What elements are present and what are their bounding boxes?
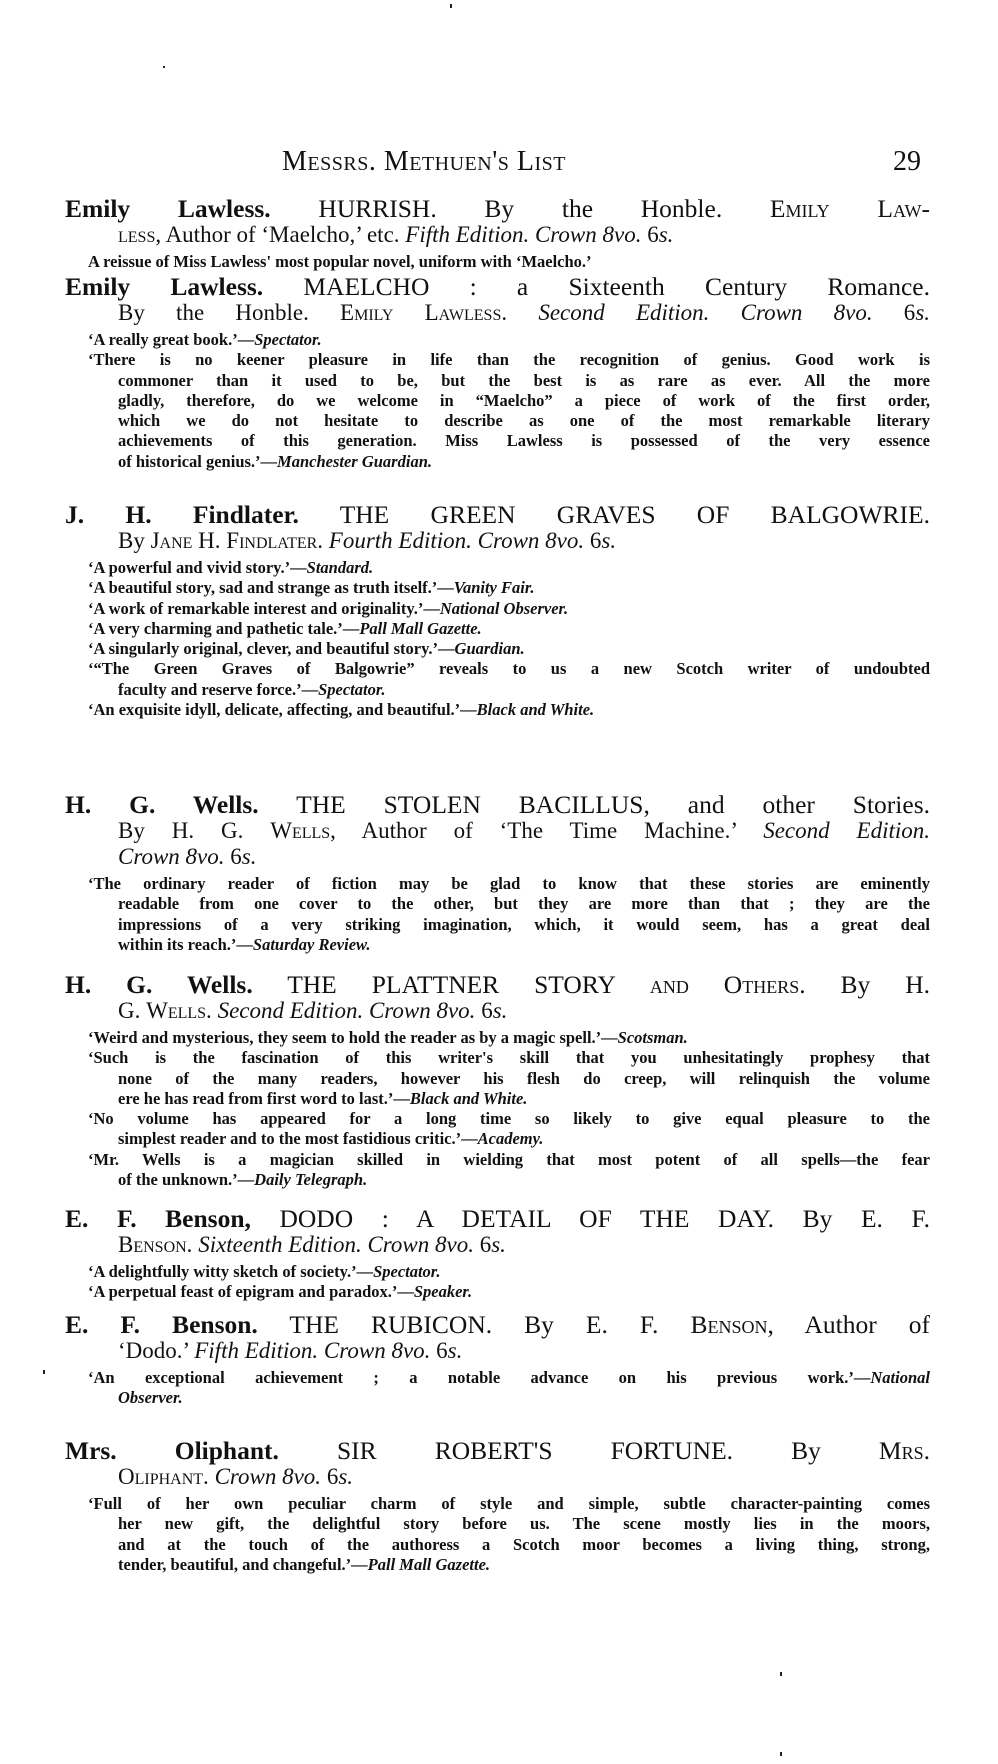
text-segment: gladly, therefore, do we welcome in “Maelcho” a piece of work of the first order, bbox=[118, 390, 930, 410]
review-quote-line bbox=[88, 558, 930, 578]
review-quote-line bbox=[88, 1150, 930, 1170]
review-quote-line bbox=[88, 599, 930, 619]
text-segment: faculty and reserve force.’— bbox=[118, 679, 319, 699]
review-quote-line bbox=[118, 1535, 930, 1555]
text-segment: none of the many readers, however his flesh do creep, will relinquish the volume bbox=[118, 1068, 930, 1088]
entry-details bbox=[118, 818, 930, 844]
review-quote-line bbox=[118, 1514, 930, 1534]
text-segment: DODO : A DETAIL OF THE DAY. By E. F. bbox=[250, 1204, 930, 1233]
entry-heading bbox=[65, 792, 930, 818]
italic-text: Spectator. bbox=[373, 1262, 441, 1281]
review-quote-line bbox=[118, 1388, 930, 1408]
italic-text: National Observer. bbox=[439, 598, 569, 618]
italic-text: Second Edition. Crown 8vo. bbox=[507, 300, 873, 325]
italic-text: Second Edition. Crown 8vo. bbox=[211, 998, 476, 1023]
italic-text: Academy. bbox=[477, 1129, 544, 1149]
text-segment: readable from one cover to the other, but they are more than that ; they are the bbox=[118, 894, 930, 914]
text-segment: ‘Weird and mysterious, they seem to hold the reader as by a magic spell.’— bbox=[88, 1028, 618, 1047]
text-segment: By H. G. bbox=[118, 818, 271, 843]
review-quotes bbox=[65, 1028, 930, 1190]
review-quote-line bbox=[118, 411, 930, 431]
review-quotes bbox=[65, 252, 930, 272]
book-entry bbox=[65, 274, 930, 472]
text-segment: 6 bbox=[641, 222, 659, 247]
italic-text: Manchester Guardian. bbox=[277, 451, 432, 471]
book-entry bbox=[65, 972, 930, 1190]
review-quote-line bbox=[88, 1048, 930, 1068]
italic-text: s. bbox=[338, 1464, 354, 1489]
text-segment: HURRISH. By the Honble. bbox=[270, 194, 770, 223]
text-segment: 6 bbox=[321, 1464, 339, 1489]
text-segment: THE RUBICON. By E. F. bbox=[257, 1310, 691, 1339]
text-segment: impressions of a very striking imagination, which, it would seem, has a great deal bbox=[118, 914, 930, 934]
text-segment: , Author of bbox=[767, 1310, 930, 1339]
italic-text: Sixteenth Edition. Crown 8vo. bbox=[192, 1232, 474, 1257]
review-quote-line bbox=[88, 1282, 930, 1302]
entry-details bbox=[118, 300, 930, 326]
text-segment: ‘A singularly original, clever, and beautiful story.’— bbox=[88, 639, 455, 659]
review-quote-line bbox=[88, 578, 930, 598]
review-quote-line bbox=[118, 371, 930, 391]
review-quote-line bbox=[88, 252, 930, 272]
author-name: E. F. Benson, bbox=[65, 1204, 251, 1233]
italic-text: s. bbox=[241, 844, 257, 869]
author-name: E. F. Benson. bbox=[65, 1310, 258, 1339]
text-segment: ‘An exceptional achievement ; a notable advance on his previous work.’— bbox=[88, 1368, 871, 1387]
review-quote-line bbox=[88, 619, 930, 639]
entry-heading bbox=[65, 196, 930, 222]
text-segment: ‘No volume has appeared for a long time so likely to give equal pleasure to the bbox=[88, 1109, 930, 1129]
text-segment: and Others. bbox=[649, 970, 806, 999]
text-segment: ‘Such is the fascination of this writer's skill that you unhesitatingly prophesy that bbox=[88, 1048, 930, 1068]
text-segment: ‘A beautiful story, sad and strange as truth itself.’— bbox=[88, 578, 454, 598]
italic-text: Fourth Edition. Crown 8vo. bbox=[323, 528, 585, 553]
book-entry bbox=[65, 1312, 930, 1409]
entry-details bbox=[118, 1232, 930, 1258]
text-segment: and at the touch of the authoress a Scotch moor becomes a living thing, strong, bbox=[118, 1534, 930, 1554]
text-segment: ‘There is no keener pleasure in life than the recognition of genius. Good work is bbox=[88, 350, 930, 370]
entry-heading bbox=[65, 502, 930, 528]
author-name: Emily Lawless. bbox=[65, 272, 264, 301]
entry-heading bbox=[65, 1206, 930, 1232]
text-segment: ere he has read from first word to last.’— bbox=[118, 1088, 410, 1108]
review-quote-line bbox=[118, 894, 930, 914]
review-quotes bbox=[65, 1262, 930, 1303]
entry-details bbox=[118, 528, 930, 554]
review-quote-line bbox=[88, 330, 930, 350]
author-name: Mrs. Oliphant. bbox=[65, 1436, 279, 1465]
scan-speck bbox=[780, 1672, 782, 1676]
italic-text: Speaker. bbox=[413, 1282, 473, 1302]
review-quote-line bbox=[88, 1109, 930, 1129]
book-entry bbox=[65, 1438, 930, 1575]
text-segment: Emily Lawless. bbox=[340, 300, 508, 325]
text-segment: Benson. bbox=[118, 1232, 193, 1257]
italic-text: Fifth Edition. Crown 8vo. bbox=[194, 1338, 431, 1363]
text-segment: ‘The ordinary reader of fiction may be glad to know that these stories are eminently bbox=[88, 874, 930, 893]
review-quotes bbox=[65, 874, 930, 955]
italic-text: s. bbox=[447, 1338, 463, 1363]
review-quotes bbox=[65, 1368, 930, 1409]
text-segment: less bbox=[118, 222, 156, 247]
italic-text: Black and White. bbox=[476, 700, 595, 720]
review-quote-line bbox=[118, 1069, 930, 1089]
italic-text: s. bbox=[491, 1232, 506, 1257]
entry-details bbox=[118, 1338, 930, 1364]
review-quote-line bbox=[118, 1089, 930, 1109]
text-segment: G. bbox=[118, 998, 147, 1023]
text-segment: , Author of ‘Maelcho,’ etc. bbox=[155, 222, 406, 247]
text-segment: ‘A delightfully witty sketch of society.’— bbox=[88, 1262, 374, 1281]
review-quote-line bbox=[88, 1494, 930, 1514]
text-segment: Wells. bbox=[146, 998, 212, 1023]
text-segment: Wells bbox=[270, 818, 331, 843]
text-segment: 6 bbox=[473, 1232, 492, 1257]
text-segment: ‘A very charming and pathetic tale.’— bbox=[88, 618, 360, 638]
entry-details bbox=[118, 998, 930, 1024]
running-head-title: Messrs. Methuen's List bbox=[282, 146, 566, 177]
book-entry bbox=[65, 502, 930, 720]
review-quote-line bbox=[118, 680, 930, 700]
text-segment: ‘A perpetual feast of epigram and paradox.’— bbox=[88, 1282, 414, 1302]
text-segment: of historical genius.’— bbox=[118, 451, 278, 471]
text-segment: By bbox=[118, 528, 151, 553]
text-segment: 6 bbox=[430, 1338, 448, 1363]
text-segment: ‘Mr. Wells is a magician skilled in wielding that most potent of all spells—the fear bbox=[88, 1149, 930, 1169]
italic-text: s. bbox=[658, 222, 674, 247]
text-segment: Jane H. Findlater. bbox=[150, 528, 324, 553]
italic-text: Pall Mall Gazette. bbox=[367, 1554, 491, 1574]
text-segment: which we do not hesitate to describe as one of the most remarkable literary bbox=[118, 411, 930, 431]
book-entry bbox=[65, 196, 930, 272]
review-quote-line bbox=[118, 1129, 930, 1149]
review-quote-line bbox=[88, 700, 930, 720]
italic-text: Fifth Edition. Crown 8vo. bbox=[405, 222, 642, 247]
review-quote-line bbox=[118, 1555, 930, 1575]
italic-text: Daily Telegraph. bbox=[254, 1170, 368, 1190]
text-segment: Benson bbox=[690, 1310, 768, 1339]
text-segment: her new gift, the delightful story before us. The scene mostly lies in the moors, bbox=[118, 1514, 930, 1534]
text-segment: THE PLATTNER STORY bbox=[252, 970, 650, 999]
italic-text: Vanity Fair. bbox=[453, 578, 535, 598]
page-number: 29 bbox=[893, 146, 921, 177]
text-segment: Mrs. bbox=[878, 1436, 930, 1465]
review-quote-line bbox=[118, 935, 930, 955]
text-segment: THE STOLEN BACILLUS, and other Stories. bbox=[258, 790, 931, 819]
italic-text: Standard. bbox=[306, 558, 374, 577]
italic-text: s. bbox=[601, 528, 617, 553]
italic-text: Scotsman. bbox=[617, 1028, 688, 1047]
text-segment: ‘“The Green Graves of Balgowrie” reveals to us a new Scotch writer of undoubted bbox=[88, 659, 930, 679]
entry-heading bbox=[65, 972, 930, 998]
italic-text: Guardian. bbox=[454, 639, 525, 659]
entry-heading bbox=[65, 274, 930, 300]
review-quote-line bbox=[88, 1368, 930, 1388]
text-segment: simplest reader and to the most fastidious critic.’— bbox=[118, 1129, 478, 1149]
review-quotes bbox=[65, 1494, 930, 1575]
text-segment: , Author of ‘The Time Machine.’ bbox=[330, 818, 764, 843]
italic-text: Crown 8vo. bbox=[208, 1464, 322, 1489]
entry-heading bbox=[65, 1438, 930, 1464]
text-segment: of the unknown.’— bbox=[118, 1170, 255, 1190]
text-segment: ‘A work of remarkable interest and originality.’— bbox=[88, 598, 440, 618]
text-segment: commoner than it used to be, but the best is as rare as ever. All the more bbox=[118, 370, 930, 390]
text-segment: ‘A really great book.’— bbox=[88, 330, 255, 349]
author-name: H. G. Wells. bbox=[65, 970, 253, 999]
author-name: J. H. Findlater. bbox=[65, 500, 299, 529]
scan-speck bbox=[780, 1752, 782, 1756]
review-quotes bbox=[65, 558, 930, 720]
review-quote-line bbox=[88, 639, 930, 659]
text-segment: By the Honble. bbox=[118, 300, 341, 325]
author-name: Emily Lawless. bbox=[65, 194, 271, 223]
review-quote-line bbox=[118, 452, 930, 472]
text-segment: tender, beautiful, and changeful.’— bbox=[118, 1554, 368, 1574]
scan-speck bbox=[450, 4, 452, 8]
text-segment: 6 bbox=[584, 528, 602, 553]
author-name: H. G. Wells. bbox=[65, 790, 259, 819]
text-segment: THE GREEN GRAVES OF BALGOWRIE. bbox=[298, 500, 930, 529]
text-segment: SIR ROBERT'S FORTUNE. By bbox=[278, 1436, 879, 1465]
entry-heading bbox=[65, 1312, 930, 1338]
italic-text: s. bbox=[915, 300, 931, 325]
text-segment: ‘Full of her own peculiar charm of style and simple, subtle character-painting comes bbox=[88, 1494, 930, 1513]
italic-text: Spectator. bbox=[318, 679, 386, 699]
italic-text: Spectator. bbox=[254, 330, 322, 349]
text-segment: within its reach.’— bbox=[118, 934, 253, 954]
italic-text: Pall Mall Gazette. bbox=[359, 618, 482, 638]
italic-text: s. bbox=[492, 998, 508, 1023]
review-quote-line bbox=[88, 350, 930, 370]
review-quote-line bbox=[118, 1170, 930, 1190]
text-segment: Emily Law- bbox=[769, 194, 930, 223]
entry-details bbox=[118, 1464, 930, 1490]
text-segment: 6 bbox=[224, 844, 242, 869]
book-entry bbox=[65, 1206, 930, 1303]
italic-text: Saturday Review. bbox=[252, 934, 371, 954]
italic-text: Black and White. bbox=[409, 1088, 528, 1108]
italic-text: Crown 8vo. bbox=[118, 844, 225, 869]
review-quote-line bbox=[118, 391, 930, 411]
review-quote-line bbox=[88, 1028, 930, 1048]
review-quote-line bbox=[88, 659, 930, 679]
text-segment: ‘Dodo.’ bbox=[118, 1338, 195, 1363]
review-quote-line bbox=[118, 431, 930, 451]
italic-text: Observer. bbox=[118, 1388, 183, 1408]
review-quote-line bbox=[88, 874, 930, 894]
text-segment: MAELCHO : a Sixteenth Century Romance. bbox=[263, 272, 930, 301]
italic-text: National bbox=[870, 1368, 930, 1387]
text-segment: achievements of this generation. Miss Lawless is possessed of the very essence bbox=[118, 431, 930, 451]
text-segment: By H. bbox=[805, 970, 931, 999]
text-segment: 6 bbox=[475, 998, 493, 1023]
text-segment: ‘An exquisite idyll, delicate, affecting, and beautiful.’— bbox=[88, 700, 477, 720]
review-quotes bbox=[65, 330, 930, 472]
italic-text: Second Edition. bbox=[763, 818, 930, 843]
scan-speck bbox=[163, 66, 165, 68]
review-quote-line bbox=[88, 1262, 930, 1282]
text-segment: ‘A powerful and vivid story.’— bbox=[88, 558, 307, 577]
book-entry bbox=[65, 792, 930, 955]
entry-details bbox=[118, 844, 930, 870]
review-quote-line bbox=[118, 915, 930, 935]
text-segment: Oliphant. bbox=[118, 1464, 209, 1489]
scan-speck bbox=[43, 1370, 45, 1374]
text-segment: 6 bbox=[872, 300, 916, 325]
text-segment: A reissue of Miss Lawless' most popular novel, uniform with ‘Maelcho.’ bbox=[88, 252, 592, 271]
entry-details bbox=[118, 222, 930, 248]
